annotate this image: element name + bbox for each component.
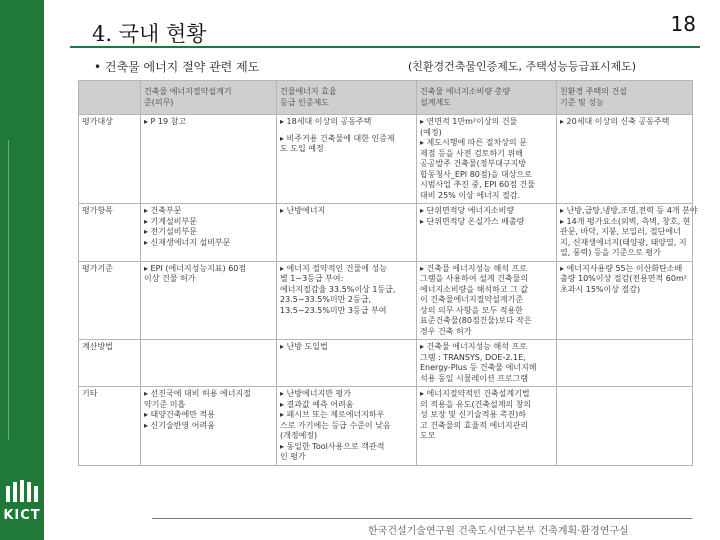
cell-line: ▸ 신재생에너지 설비부문 — [144, 237, 231, 247]
table-cell — [141, 204, 277, 262]
footer-text: 한국건설기술연구원 건축도시연구본부 건축계획·환경연구실 — [368, 526, 629, 537]
cell-line: 대비 25% 이상 에너지 절감. — [420, 190, 521, 200]
table-row — [79, 204, 693, 262]
table-cell — [141, 387, 277, 466]
cell-line: 이상 건물 허가 — [144, 274, 196, 283]
cell-line: 에너지소비량을 해석하고 그 값 — [420, 284, 529, 294]
cell-line: Energy-Plus 등 건축물 에너지해 — [420, 363, 537, 372]
table-cell — [141, 261, 277, 340]
cell-line: ▸ 14개 평가요소(외벽, 측벽, 창호, 현 — [560, 216, 691, 226]
cell-line: ▸ 동일한 Tool사용으로 객관적 — [280, 441, 385, 451]
cell-line: 공공발주 건축물(정부대구지방 — [420, 159, 527, 168]
table-cell — [417, 340, 557, 387]
table-cell — [557, 261, 693, 340]
cell-line: 상의 의무 사항을 모두 적용한 — [420, 305, 523, 315]
table-row — [79, 340, 693, 387]
row-label: 평가기준 — [79, 261, 141, 340]
comparison-table — [78, 80, 698, 466]
cell-line: 고 건축물의 효율적 에너지관리 — [420, 420, 529, 430]
cell-line: 인 평가 — [280, 452, 306, 461]
table-row — [79, 387, 693, 466]
table-cell — [141, 115, 277, 204]
table-cell — [417, 261, 557, 340]
cell-line: 의 적용을 유도(건축설계의 창의 — [420, 399, 532, 409]
brand-sidebar — [0, 0, 44, 540]
section-subtitle: • 건축물 에너지 절약 관련 제도 — [94, 60, 260, 74]
kict-logo-icon — [4, 480, 40, 504]
cell-line: ▸ 신기술반영 어려움 — [144, 420, 215, 430]
row-label: 계산방법 — [79, 340, 141, 387]
cell-line: 기준 및 성능 — [560, 97, 604, 107]
cell-line: ▸ 난방에너지만 평가 — [280, 389, 351, 398]
cell-line: ▸ 태양건축에만 적용 — [144, 410, 215, 419]
row-label: 평가항목 — [79, 204, 141, 262]
cell-line: ▸ 18세대 이상의 공동주택 — [280, 117, 372, 126]
table-cell — [557, 340, 693, 387]
cell-line: ▸ 연면적 1만m²이상의 건물 — [420, 117, 518, 126]
row-label: 평가대상 — [79, 115, 141, 204]
cell-line: (개정예정) — [280, 431, 318, 440]
cell-line: 준(의무) — [144, 97, 174, 107]
row-label: 기타 — [79, 387, 141, 466]
cell-line: ▸ 제도시행에 따른 절차상의 문 — [420, 138, 527, 147]
table-cell — [141, 340, 277, 387]
cell-line: ▸ 단위면적당 온실가스 배출량 — [420, 216, 525, 226]
cell-line: 도모 — [420, 431, 436, 440]
table-cell — [277, 115, 417, 204]
cell-line: 건축물 에너지소비량 총량 — [420, 87, 511, 96]
table-cell — [557, 204, 698, 262]
cell-line: (예정) — [420, 127, 442, 137]
cell-line: ▸ 난방,급탕,냉방,조명,전력 등 4개 분야 — [560, 206, 698, 215]
cell-line: ▸ 에너지 절약적인 건물에 성능 — [280, 263, 387, 273]
cell-line: 13.5~23.5%미만 3등급 부여 — [280, 305, 387, 315]
kict-logo-text: KICT — [3, 508, 41, 523]
cell-line: 합동청사_EPI 80점)을 대상으로 — [420, 169, 532, 179]
cell-line: 지, 신재생에너지(태양광, 태양열, 지 — [560, 237, 687, 247]
cell-line: 별 1~3등급 부여: — [280, 274, 344, 283]
table-cell — [277, 261, 417, 340]
cell-line: 도 도입 예정 — [280, 144, 324, 153]
page-number: 18 — [670, 12, 696, 36]
cell-line: 표준건축물(80점건물)보다 작은 — [420, 316, 532, 325]
cell-line: ▸ 난방에너지 — [280, 206, 326, 215]
cell-line: ▸ 건축물 에너지성능 해석 프로 — [420, 263, 527, 273]
cell-line: 제점 등을 사전 검토하기 위해 — [420, 148, 523, 158]
table-cell — [277, 387, 417, 466]
cell-line: ▸ 전기설비부문 — [144, 227, 197, 236]
column-header — [141, 81, 277, 115]
column-header — [277, 81, 417, 115]
column-header — [79, 81, 141, 115]
table-row — [79, 115, 693, 204]
cell-line: 23.5~33.5%미만 2등급, — [280, 295, 372, 304]
cell-line: 친환경 주택의 건설 — [560, 87, 627, 96]
table-cell — [417, 204, 557, 262]
table-cell — [277, 340, 417, 387]
table-cell — [417, 387, 557, 466]
cell-line: 시범사업 추진 중, EPI 60점 건물 — [420, 180, 535, 189]
cell-line: ▸ 패시브 또는 제로에너지하우 — [280, 410, 385, 419]
cell-line: ▸ 20세대 이상의 신축 공동주택 — [560, 117, 670, 126]
cell-line: ▸ 결과값 예측 어려움 — [280, 399, 354, 409]
cell-line: 등급 인증제도 — [280, 97, 329, 107]
cell-line: ▸ EPI (에너지성능지표) 60점 — [144, 263, 247, 273]
cell-line: 석용 동일 시뮬레이션 프로그램 — [420, 373, 529, 383]
table-cell — [277, 204, 417, 262]
cell-line: ▸ 난방 도일법 — [280, 342, 328, 351]
cell-line: 에너지절감율 33.5%이상 1등급, — [280, 284, 396, 294]
cell-line: 그램 : TRANSYS, DOE-2.1E, — [420, 352, 526, 362]
cell-line: ▸ 비주거용 건축물에 대한 인증제 — [280, 133, 395, 143]
cell-gap — [82, 95, 137, 101]
cell-line: 관문, 바닥, 지붕, 보일러, 절단에너 — [560, 227, 681, 236]
cell-line: ▸ 에너지사용량 55는 이산화탄소배 — [560, 263, 683, 273]
cell-line: ▸ 선진국에 대비 허용 에너지절 — [144, 389, 251, 398]
cell-line: 성 보장 및 신기술적용 촉진)하 — [420, 410, 527, 419]
cell-line: ▸ 단위면적당 에너지소비량 — [420, 206, 515, 215]
column-header — [557, 81, 693, 115]
title-underline — [70, 46, 700, 48]
cell-line: 열, 풍력) 등을 기준으로 평가 — [560, 248, 661, 257]
page-title: 4. 국내 현황 — [92, 22, 207, 46]
cell-line: ▸ P 19 참고 — [144, 117, 187, 126]
sidebar-divider — [8, 140, 9, 440]
cell-line: 약기준 미흡 — [144, 399, 186, 409]
cell-line: 초과시 15%이상 절감) — [560, 284, 641, 294]
cell-line: ▸ 건축물 에너지성능 해석 프로 — [420, 342, 527, 351]
column-header — [417, 81, 557, 115]
section-note: (친환경건축물인증제도, 주택성능등급표시제도) — [408, 60, 637, 73]
cell-line: 스로 가기에는 등급 수준이 낮음 — [280, 420, 391, 430]
footer-divider — [152, 518, 692, 519]
table-cell — [557, 387, 693, 466]
cell-line: 이 건축물에너지절약설계기준 — [420, 295, 524, 304]
table-row — [79, 261, 693, 340]
cell-line: 건물에너지 효율 — [280, 87, 337, 96]
cell-line: ▸ 건축부문 — [144, 206, 182, 215]
cell-line: ▸ 기계설비부문 — [144, 216, 197, 226]
table-cell — [557, 115, 693, 204]
cell-line: 그램을 사용하여 설계 건축물의 — [420, 274, 529, 283]
cell-line: ▸ 에너지절약적인 건축설계기법 — [420, 389, 530, 398]
table-cell — [417, 115, 557, 204]
cell-line: 경우 건축 허가 — [420, 326, 472, 336]
table-header-row — [79, 81, 693, 115]
cell-line: 출량 10%이상 절감(전용면적 60m² — [560, 274, 687, 283]
cell-line: 건축물 에너지절약설계기 — [144, 87, 232, 96]
cell-line: 설계제도 — [420, 97, 451, 107]
